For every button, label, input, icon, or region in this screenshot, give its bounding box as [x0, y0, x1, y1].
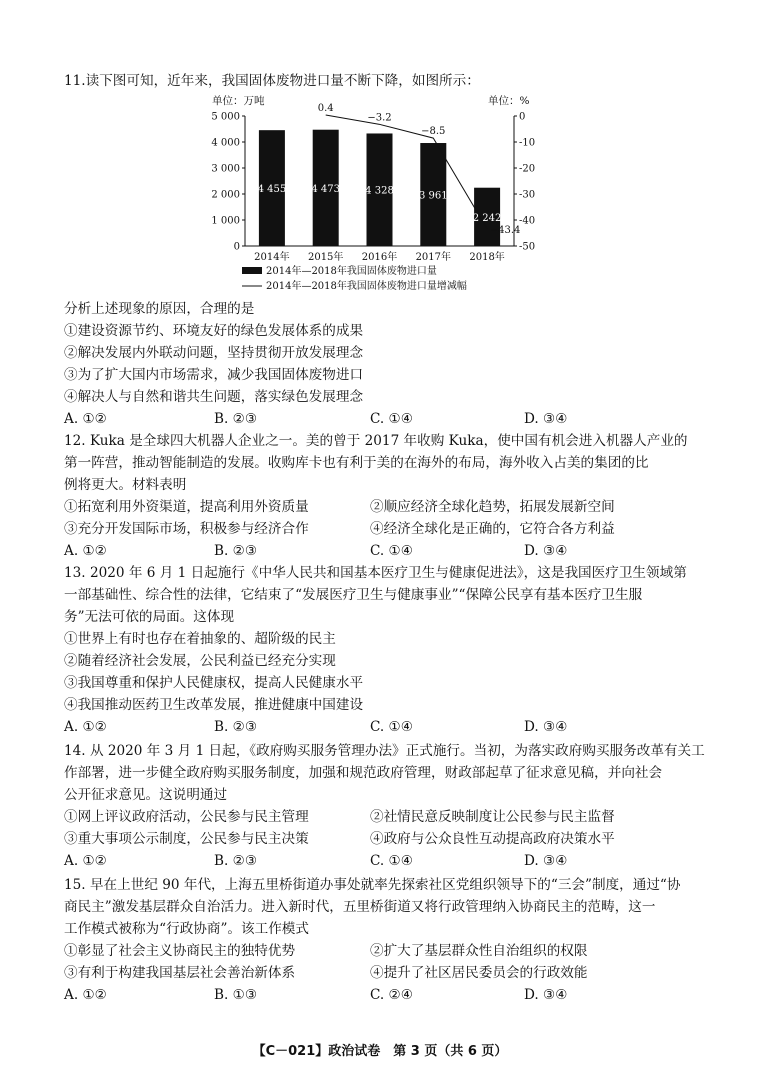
q14-stem-line-3: 公开征求意见。这说明通过 [64, 787, 228, 803]
q11-prompt: 分析上述现象的原因，合理的是 [64, 301, 255, 317]
q15-item-1: ①彰显了社会主义协商民主的独特优势 [64, 943, 296, 959]
q15-item-3: ③有利于构建我国基层社会善治新体系 [64, 965, 296, 981]
q12-item-2: ②顺应经济全球化趋势，拓展发展新空间 [370, 499, 615, 515]
y-left-tick-label: 2 000 [211, 189, 240, 201]
q13-item-1: ①世界上有时也存在着抽象的、超阶级的民主 [64, 631, 336, 647]
q14-item-4: ④政府与公众良性互动提高政府决策水平 [370, 831, 615, 847]
x-tick-label: 2014年 [254, 252, 290, 263]
q14-item-3: ③重大事项公示制度，公民参与民主决策 [64, 831, 309, 847]
y-right-tick-label: -40 [519, 215, 536, 227]
q15-items-row-1 [64, 940, 704, 962]
y-left-tick-label: 1 000 [211, 215, 240, 227]
x-tick-label: 2017年 [415, 252, 452, 263]
rate-value-label: −43.4 [489, 224, 521, 236]
q11-item-1: ①建设资源节约、环境友好的绿色发展体系的成果 [64, 323, 364, 339]
q13-item-4: ④我国推动医药卫生改革发展，推进健康中国建设 [64, 697, 364, 713]
q11-option-a[interactable]: A. ①② [64, 411, 107, 427]
q13-item-2: ②随着经济社会发展，公民利益已经充分实现 [64, 653, 336, 669]
bar-value-label: 4 455 [257, 184, 287, 196]
q15-stem-line-1: 15. 早在上世纪 90 年代，上海五里桥街道办事处就率先探索社区党组织领导下的“三会”制度，通过“协 [64, 877, 681, 893]
y-right-tick-label: -10 [519, 137, 536, 149]
q11-item-2: ②解决发展内外联动问题，坚持贯彻开放发展理念 [64, 345, 364, 361]
q11-item-3: ③为了扩大国内市场需求，减少我国固体废物进口 [64, 367, 364, 383]
q11-item-4: ④解决人与自然和谐共生问题，落实绿色发展理念 [64, 389, 364, 405]
y-left-unit-label: 单位：万吨 [212, 95, 265, 107]
bar-value-label: 4 473 [311, 183, 341, 195]
legend-line-label: 2014年—2018年我国固体废物进口量增减幅 [266, 281, 467, 292]
q15-items-row-2 [64, 962, 704, 984]
bar-value-label: 3 961 [418, 190, 448, 202]
page-footer: 【C－021】政治试卷 第 3 页（共 6 页） [252, 1044, 508, 1059]
q11-option-b[interactable]: B. ②③ [214, 411, 258, 427]
q13-options [64, 716, 704, 738]
rate-line [326, 115, 487, 229]
q13-stem-line-2: 一部基础性、综合性的法律，它结束了“发展医疗卫生与健康事业”“保障公民享有基本医疗卫生服 [64, 587, 643, 603]
q15-item-4: ④提升了社区居民委员会的行政效能 [370, 965, 588, 981]
q13-stem-line-3: 务”无法可依的局面。这体现 [64, 609, 235, 625]
q15-stem-line-3: 工作模式被称为“行政协商”。该工作模式 [64, 921, 309, 937]
q14-items-row-1 [64, 806, 704, 828]
q12-item-3: ③充分开发国际市场，积极参与经济合作 [64, 521, 309, 537]
y-left-tick-label: 5 000 [211, 111, 240, 123]
q12-options [64, 540, 704, 562]
q12-item-1: ①拓宽利用外资渠道，提高利用外资质量 [64, 499, 309, 515]
q14-stem-line-1: 14. 从 2020 年 3 月 1 日起，《政府购买服务管理办法》正式施行。当初，为落实政府购买服务改革有关工 [64, 743, 705, 759]
q15-stem-line-2: 商民主”激发基层群众自治活力。进入新时代，五里桥街道又将行政管理纳入协商民主的范畴，这一 [64, 899, 656, 915]
q14-option-d[interactable]: D. ③④ [524, 853, 568, 869]
q11-option-d[interactable]: D. ③④ [524, 411, 568, 427]
q15-options [64, 984, 704, 1006]
x-tick-label: 2018年 [469, 252, 505, 263]
q12-stem-line-1: 12. Kuka 是全球四大机器人企业之一。美的曾于 2017 年收购 Kuka，使中国有机会进入机器人产业的 [64, 433, 688, 449]
rate-value-label: 0.4 [317, 102, 334, 114]
x-tick-label: 2016年 [361, 252, 398, 263]
y-left-tick-label: 0 [233, 241, 240, 253]
q15-option-a[interactable]: A. ①② [64, 987, 107, 1003]
q14-items-row-2 [64, 828, 704, 850]
q15-option-d[interactable]: D. ③④ [524, 987, 568, 1003]
y-right-tick-label: 0 [519, 111, 526, 123]
y-right-unit-label: 单位：% [488, 95, 530, 107]
q13-option-c[interactable]: C. ①④ [370, 719, 413, 735]
q12-items-row-1 [64, 496, 704, 518]
q13-option-d[interactable]: D. ③④ [524, 719, 568, 735]
q13-option-a[interactable]: A. ①② [64, 719, 107, 735]
q15-option-b[interactable]: B. ①③ [214, 987, 258, 1003]
legend-bar-label: 2014年—2018年我国固体废物进口量 [266, 266, 437, 277]
q14-item-2: ②社情民意反映制度让公民参与民主监督 [370, 809, 615, 825]
q11-options [64, 408, 704, 430]
legend-bar-swatch [242, 267, 262, 274]
q14-item-1: ①网上评议政府活动，公民参与民主管理 [64, 809, 309, 825]
y-left-tick-label: 4 000 [211, 137, 240, 149]
y-left-tick-label: 3 000 [211, 163, 240, 175]
bar-value-label: 2 242 [472, 212, 502, 224]
q13-stem-line-1: 13. 2020 年 6 月 1 日起施行《中华人民共和国基本医疗卫生与健康促进法》，这是我国医疗卫生领域第 [64, 565, 687, 581]
q12-stem-line-3: 例将更大。材料表明 [64, 477, 187, 493]
q14-option-c[interactable]: C. ①④ [370, 853, 413, 869]
y-right-tick-label: -30 [519, 189, 536, 201]
y-right-tick-label: -50 [519, 241, 536, 253]
q12-stem-line-2: 第一阵营，推动智能制造的发展。收购库卡也有利于美的在海外的布局，海外收入占美的集团的比 [64, 455, 649, 471]
q12-option-a[interactable]: A. ①② [64, 543, 107, 559]
x-tick-label: 2015年 [307, 252, 344, 263]
q12-option-d[interactable]: D. ③④ [524, 543, 568, 559]
q11-stem: 11.读下图可知，近年来，我国固体废物进口量不断下降，如图所示： [64, 73, 480, 89]
bar-value-label: 4 328 [365, 185, 394, 197]
q13-item-3: ③我国尊重和保护人民健康权，提高人民健康水平 [64, 675, 364, 691]
q14-option-a[interactable]: A. ①② [64, 853, 107, 869]
q12-option-b[interactable]: B. ②③ [214, 543, 258, 559]
y-right-tick-label: -20 [519, 163, 536, 175]
q14-option-b[interactable]: B. ②③ [214, 853, 258, 869]
import-chart [200, 88, 560, 296]
q15-option-c[interactable]: C. ②④ [370, 987, 413, 1003]
rate-value-label: −8.5 [421, 126, 446, 138]
q12-option-c[interactable]: C. ①④ [370, 543, 413, 559]
q14-stem-line-2: 作部署，进一步健全政府购买服务制度，加强和规范政府管理，财政部起草了征求意见稿，并向社会 [64, 765, 663, 781]
q14-options [64, 850, 704, 872]
q12-item-4: ④经济全球化是正确的，它符合各方利益 [370, 521, 615, 537]
q11-option-c[interactable]: C. ①④ [370, 411, 413, 427]
q12-items-row-2 [64, 518, 704, 540]
q15-item-2: ②扩大了基层群众性自治组织的权限 [370, 943, 588, 959]
q13-option-b[interactable]: B. ②③ [214, 719, 258, 735]
rate-value-label: −3.2 [367, 112, 392, 124]
